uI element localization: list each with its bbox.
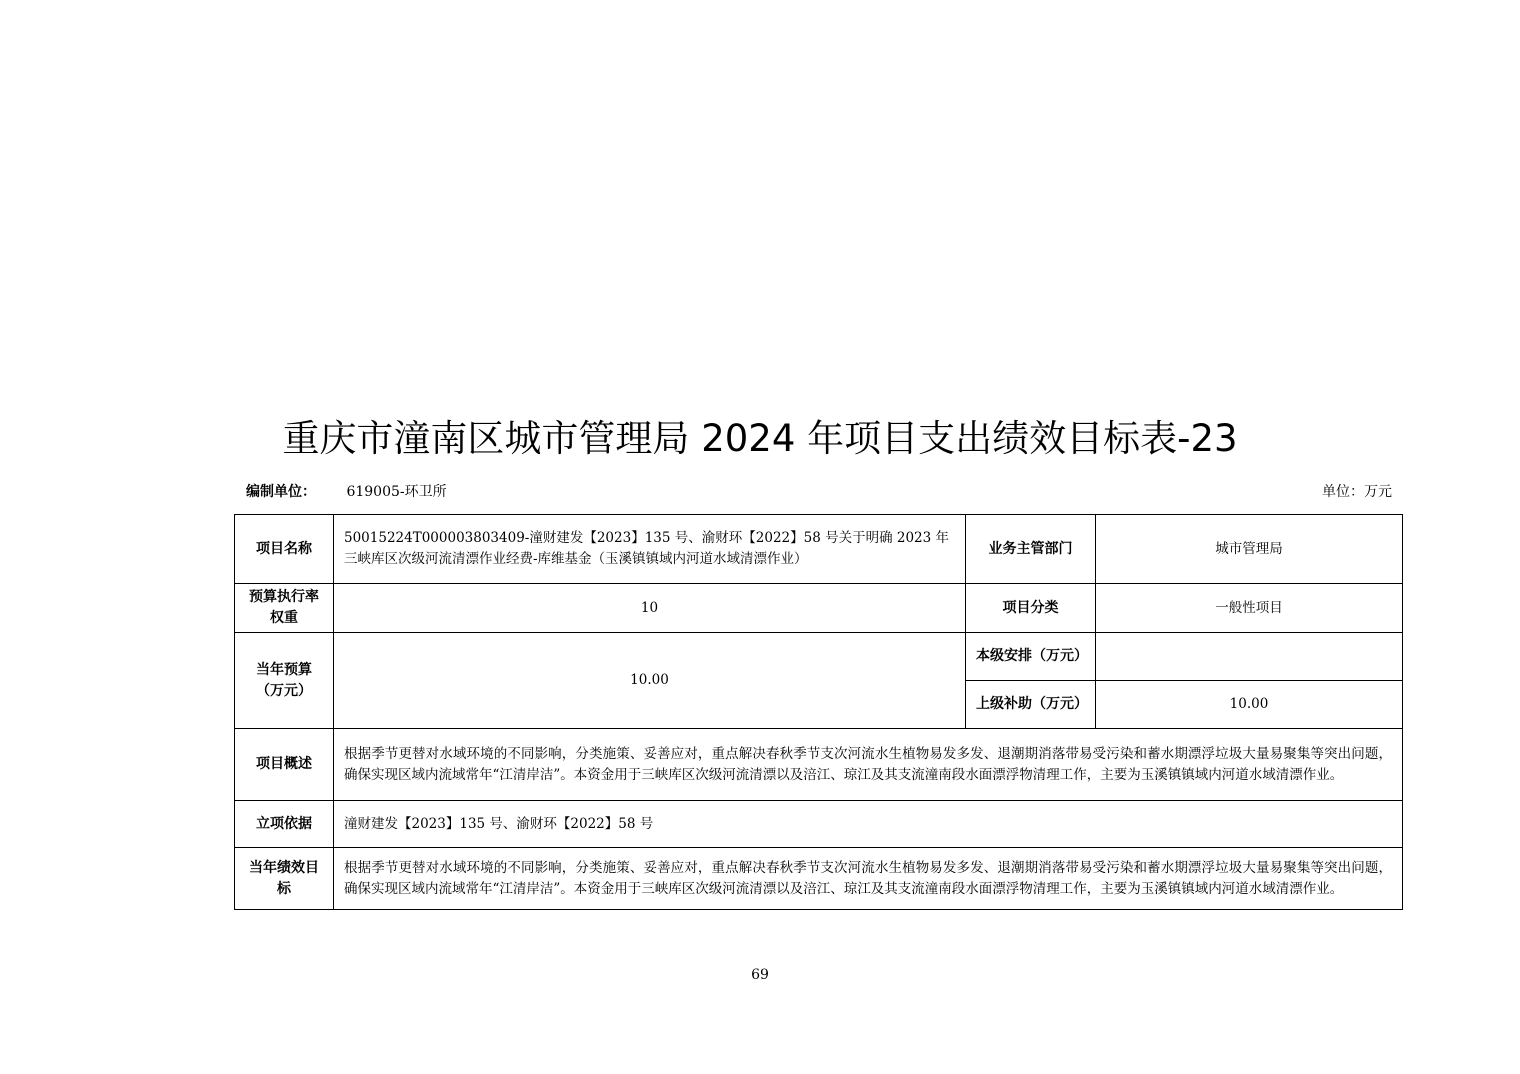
table-row [235,848,1403,910]
annual-budget-label: 当年预算（万元） [235,633,334,729]
unit-label: 单位：万元 [1322,484,1392,500]
overview-value: 根据季节更替对水域环境的不同影响，分类施策、妥善应对，重点解决春秋季节支次河流水生植物易发多发、退潮期消落带易受污染和蓄水期漂浮垃圾大量易聚集等突出问题，确保实现区域内流域常年“江清岸洁”。本资金用于三峡库区次级河流清漂以及涪江、琼江及其支流潼南段水面漂浮物清理工作，主要为玉溪镇镇域内河道水域清漂作业。 [334,729,1403,801]
page-title: 重庆市潼南区城市管理局 2024 年项目支出绩效目标表-23 [282,417,1238,460]
basis-label: 立项依据 [235,801,334,848]
performance-table [234,514,1403,910]
table-row [235,729,1403,801]
table-row [235,801,1403,848]
target-label: 当年绩效目标 [235,848,334,910]
dept-value: 城市管理局 [1096,515,1403,584]
project-name-value: 50015224T000003803409-潼财建发【2023】135 号、渝财环【2022】58 号关于明确 2023 年三峡库区次级河流清漂作业经费-库维基金（玉溪镇镇域内河道水域清漂作业） [334,515,966,584]
category-value: 一般性项目 [1096,584,1403,633]
org-value: 619005-环卫所 [346,484,447,500]
category-label: 项目分类 [966,584,1096,633]
dept-label: 业务主管部门 [966,515,1096,584]
budget-weight-label: 预算执行率权重 [235,584,334,633]
table-row [235,584,1403,633]
org-row [246,481,447,501]
annual-budget-value: 10.00 [334,633,966,729]
page-number: 69 [751,967,769,983]
project-name-label: 项目名称 [235,515,334,584]
local-value [1096,633,1403,681]
local-label: 本级安排（万元） [966,633,1096,681]
upper-label: 上级补助（万元） [966,681,1096,729]
table-row [235,633,1403,681]
org-label: 编制单位： [246,484,316,500]
upper-value: 10.00 [1096,681,1403,729]
overview-label: 项目概述 [235,729,334,801]
table-row [235,515,1403,584]
target-value: 根据季节更替对水域环境的不同影响，分类施策、妥善应对，重点解决春秋季节支次河流水生植物易发多发、退潮期消落带易受污染和蓄水期漂浮垃圾大量易聚集等突出问题，确保实现区域内流域常年“江清岸洁”。本资金用于三峡库区次级河流清漂以及涪江、琼江及其支流潼南段水面漂浮物清理工作，主要为玉溪镇镇域内河道水域清漂作业。 [334,848,1403,910]
budget-weight-value: 10 [334,584,966,633]
basis-value: 潼财建发【2023】135 号、渝财环【2022】58 号 [334,801,1403,848]
